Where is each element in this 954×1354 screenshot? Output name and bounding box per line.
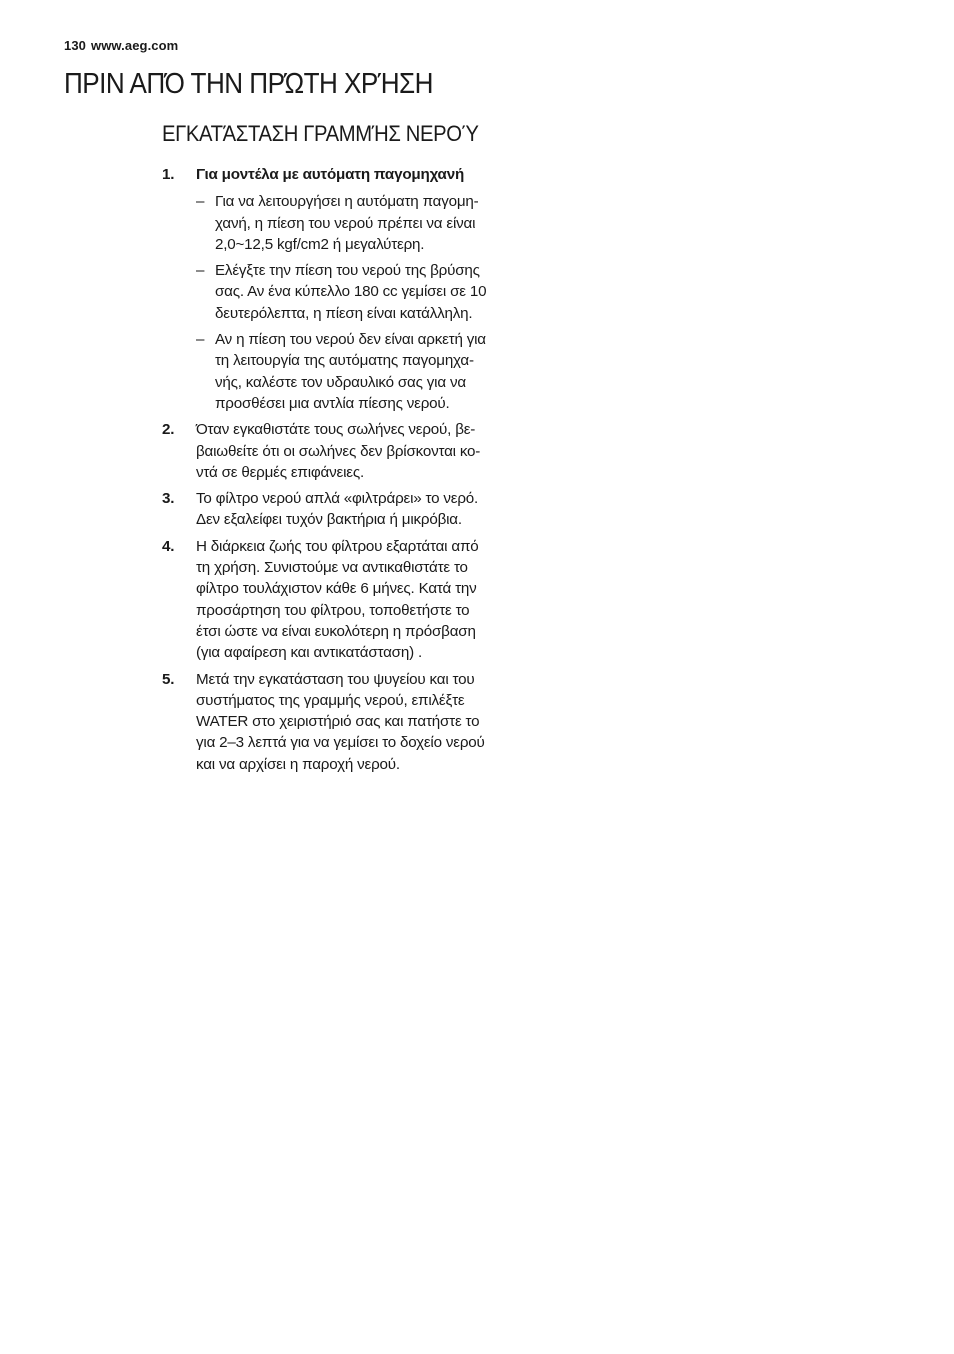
page-number: 130 bbox=[64, 38, 86, 53]
text-line: WATER στο χειριστήριό σας και πατήστε το bbox=[196, 713, 480, 731]
step-number: 4. bbox=[162, 537, 175, 555]
text-line: σας. Αν ένα κύπελλο 180 cc γεμίσει σε 10 bbox=[215, 283, 487, 301]
step-item bbox=[162, 536, 534, 664]
bullet-item bbox=[196, 260, 534, 324]
website-url: www.aeg.com bbox=[91, 38, 179, 53]
text-line: βαιωθείτε ότι οι σωλήνες δεν βρίσκονται κο- bbox=[196, 442, 481, 460]
text-line: Μετά την εγκατάσταση του ψυγείου και του bbox=[196, 670, 475, 688]
dash-marker: – bbox=[196, 331, 205, 349]
text-line: συστήματος της γραμμής νερού, επιλέξτε bbox=[196, 691, 465, 709]
section-content bbox=[162, 164, 534, 780]
page-title: ΠΡΙΝ ΑΠΌ ΤΗΝ ΠΡΏΤΗ ΧΡΉΣΗ bbox=[64, 68, 433, 100]
bullet-list bbox=[196, 191, 534, 414]
text-line: (για αφαίρεση και αντικατάσταση) . bbox=[196, 644, 422, 662]
section-title: ΕΓΚΑΤΆΣΤΑΣΗ ΓΡΑΜΜΉΣ ΝΕΡΟΎ bbox=[162, 121, 479, 146]
step-item bbox=[162, 419, 534, 483]
text-line: Η διάρκεια ζωής του φίλτρου εξαρτάται από bbox=[196, 537, 479, 555]
step-item bbox=[162, 164, 534, 414]
page-header bbox=[64, 38, 178, 53]
text-line: δευτερόλεπτα, η πίεση είναι κατάλληλη. bbox=[215, 304, 473, 322]
step-number: 3. bbox=[162, 490, 175, 508]
text-line: τη λειτουργία της αυτόματης παγομηχα- bbox=[215, 352, 474, 370]
text-line: για 2–3 λεπτά για να γεμίσει το δοχείο νερού bbox=[196, 734, 485, 752]
text-line: και να αρχίσει η παροχή νερού. bbox=[196, 755, 400, 773]
text-line: Όταν εγκαθιστάτε τους σωλήνες νερού, βε- bbox=[196, 421, 476, 439]
text-line: προσθέσει μια αντλία πίεσης νερού. bbox=[215, 394, 450, 412]
text-line: χανή, η πίεση του νερού πρέπει να είναι bbox=[215, 214, 476, 232]
text-line: νής, καλέστε τον υδραυλικό σας για να bbox=[215, 373, 466, 391]
text-line: φίλτρο τουλάχιστον κάθε 6 μήνες. Κατά την bbox=[196, 580, 477, 598]
step-number: 2. bbox=[162, 421, 175, 439]
step-item bbox=[162, 669, 534, 775]
dash-marker: – bbox=[196, 262, 205, 280]
text-line: Ελέγξτε την πίεση του νερού της βρύσης bbox=[215, 262, 480, 280]
text-line: έτσι ώστε να είναι ευκολότερη η πρόσβαση bbox=[196, 622, 476, 640]
step-number: 5. bbox=[162, 670, 175, 688]
text-line: προσάρτηση του φίλτρου, τοποθετήστε το bbox=[196, 601, 470, 619]
text-line: Δεν εξαλείφει τυχόν βακτήρια ή μικρόβια. bbox=[196, 511, 462, 529]
text-line: Για να λειτουργήσει η αυτόματη παγομη- bbox=[215, 193, 479, 211]
step-heading: Για μοντέλα με αυτόματη παγομηχανή bbox=[196, 166, 465, 183]
step-item bbox=[162, 488, 534, 531]
bullet-item bbox=[196, 329, 534, 414]
dash-marker: – bbox=[196, 193, 205, 211]
text-line: Το φίλτρο νερού απλά «φιλτράρει» το νερό. bbox=[196, 490, 479, 508]
bullet-item bbox=[196, 191, 534, 255]
text-line: 2,0~12,5 kgf/cm2 ή μεγαλύτερη. bbox=[215, 235, 425, 253]
text-line: Αν η πίεση του νερού δεν είναι αρκετή για bbox=[215, 331, 486, 349]
text-line: τη χρήση. Συνιστούμε να αντικαθιστάτε το bbox=[196, 559, 468, 577]
steps-list bbox=[162, 164, 534, 775]
step-number: 1. bbox=[162, 166, 175, 183]
text-line: ντά σε θερμές επιφάνειες. bbox=[196, 463, 364, 481]
